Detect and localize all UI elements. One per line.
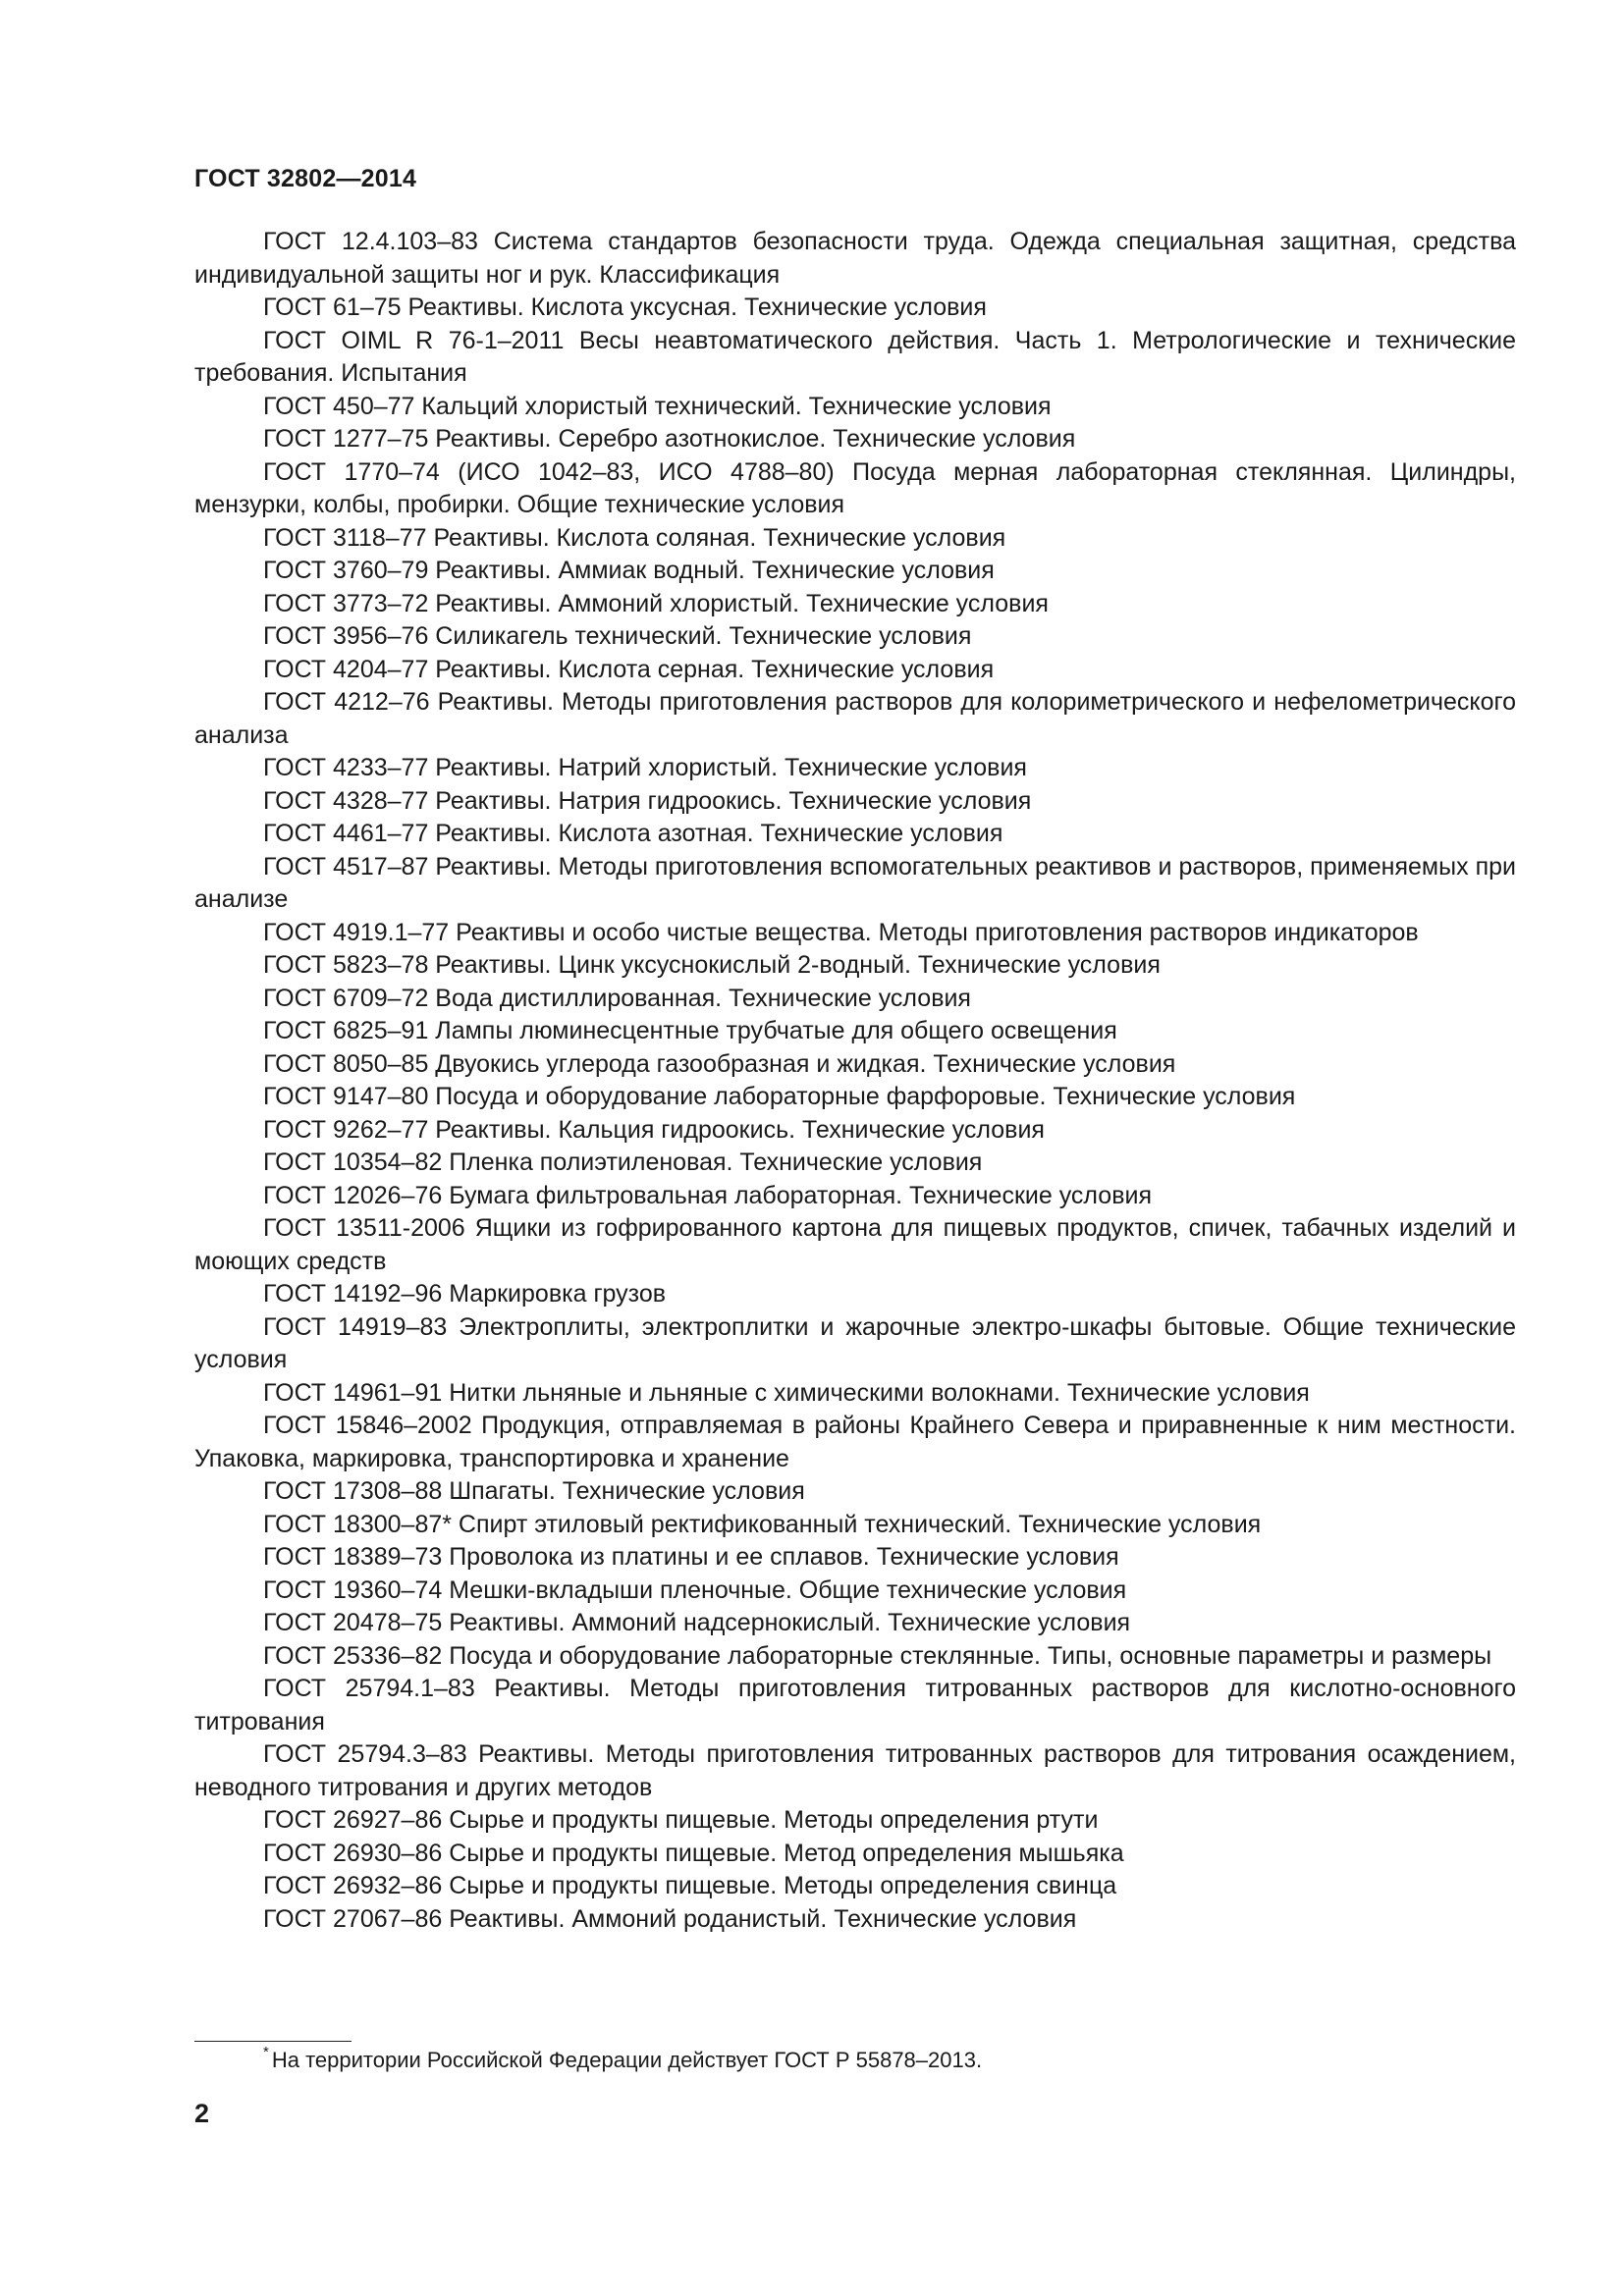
reference-item: ГОСТ 9262–77 Реактивы. Кальция гидроокись. Технические условия [263,1115,1045,1144]
reference-item: ГОСТ 26930–86 Сырье и продукты пищевые. Метод определения мышьяка [263,1839,1124,1867]
reference-item: ГОСТ 27067–86 Реактивы. Аммоний роданистый. Технические условия [263,1904,1077,1933]
reference-item: ГОСТ 26932–86 Сырье и продукты пищевые. Методы определения свинца [263,1872,1117,1899]
reference-item: ГОСТ 4328–77 Реактивы. Натрия гидроокись. Технические условия [263,786,1032,815]
reference-item: ГОСТ 4212–76 Реактивы. Методы приготовления растворов для колориметрического и нефелометрического анализа [194,688,1516,749]
reference-item: ГОСТ 4204–77 Реактивы. Кислота серная. Технические условия [263,655,995,683]
reference-item: ГОСТ 10354–82 Пленка полиэтиленовая. Технические условия [263,1148,983,1176]
footnote-text: На территории Российской Федерации действует ГОСТ Р 55878–2013. [271,2048,983,2072]
reference-item: ГОСТ 6825–91 Лампы люминесцентные трубчатые для общего освещения [263,1017,1117,1044]
reference-item: ГОСТ 15846–2002 Продукция, отправляемая в районы Крайнего Севера и приравненные к ним местности. Упаковка, маркировка, транспортировка и хранение [194,1412,1516,1472]
reference-item: ГОСТ 13511-2006 Ящики из гофрированного картона для пищевых продуктов, спичек, табачных изделий и моющих средств [194,1214,1516,1275]
reference-item: ГОСТ 18300–87* Спирт этиловый ректификованный технический. Технические условия [263,1510,1262,1538]
reference-item: ГОСТ 450–77 Кальций хлористый технический. Технические условия [263,392,1052,420]
reference-item: ГОСТ 1770–74 (ИСО 1042–83, ИСО 4788–80) Посуда мерная лабораторная стеклянная. Цилиндры, мензурки, колбы, пробирки. Общие технические условия [194,457,1516,518]
reference-item: ГОСТ 12026–76 Бумага фильтровальная лабораторная. Технические условия [263,1181,1152,1209]
reference-item: ГОСТ 5823–78 Реактивы. Цинк уксуснокислый 2-водный. Технические условия [263,951,1161,979]
reference-item: ГОСТ 25336–82 Посуда и оборудование лабораторные стеклянные. Типы, основные параметры и размеры [263,1641,1492,1670]
reference-item: ГОСТ 4517–87 Реактивы. Методы приготовления вспомогательных реактивов и растворов, применяемых при анализе [194,852,1516,913]
footnote [263,2046,982,2078]
reference-item: ГОСТ 6709–72 Вода дистиллированная. Технические условия [263,984,971,1012]
reference-item: ГОСТ 18389–73 Проволока из платины и ее сплавов. Технические условия [263,1543,1119,1571]
reference-item: ГОСТ 3956–76 Силикагель технический. Технические условия [263,622,972,650]
reference-item: ГОСТ 1277–75 Реактивы. Серебро азотнокислое. Технические условия [263,425,1076,453]
page-number: 2 [194,2099,210,2128]
reference-item: ГОСТ 4233–77 Реактивы. Натрий хлористый. Технические условия [263,754,1027,781]
reference-item: ГОСТ 19360–74 Мешки-вкладыши пленочные. Общие технические условия [263,1575,1127,1604]
reference-item: ГОСТ 25794.3–83 Реактивы. Методы приготовления титрованных растворов для титрования осаждением, неводного титрования и других методов [194,1740,1516,1801]
document-header: ГОСТ 32802—2014 [194,165,417,192]
reference-item: ГОСТ 14961–91 Нитки льняные и льняные с химическими волокнами. Технические условия [263,1378,1310,1407]
reference-item: ГОСТ 12.4.103–83 Система стандартов безопасности труда. Одежда специальная защитная, средства индивидуальной защиты ног и рук. Классификация [194,228,1516,289]
reference-item: ГОСТ 4461–77 Реактивы. Кислота азотная. Технические условия [263,820,1003,847]
reference-item: ГОСТ 25794.1–83 Реактивы. Методы приготовления титрованных растворов для кислотно-основного титрования [194,1675,1516,1735]
normative-references-list [194,226,1516,1936]
reference-item: ГОСТ 3118–77 Реактивы. Кислота соляная. Технические условия [263,523,1006,552]
reference-item: ГОСТ 61–75 Реактивы. Кислота уксусная. Технические условия [263,294,987,321]
reference-item: ГОСТ 3773–72 Реактивы. Аммоний хлористый. Технические условия [263,589,1049,617]
reference-item: ГОСТ 9147–80 Посуда и оборудование лабораторные фарфоровые. Технические условия [263,1083,1296,1110]
reference-item: ГОСТ 17308–88 Шпагаты. Технические условия [263,1477,805,1505]
footnote-mark: * [263,2044,269,2060]
reference-item: ГОСТ 14919–83 Электроплиты, электроплитки и жарочные электро-шкафы бытовые. Общие технические условия [194,1312,1516,1373]
reference-item: ГОСТ 26927–86 Сырье и продукты пищевые. Методы определения ртути [263,1806,1099,1834]
reference-item: ГОСТ 3760–79 Реактивы. Аммиак водный. Технические условия [263,557,995,584]
footnote-divider [194,2041,352,2042]
reference-item: ГОСТ 4919.1–77 Реактивы и особо чистые вещества. Методы приготовления растворов индикаторов [263,918,1419,946]
reference-item: ГОСТ 14192–96 Маркировка грузов [263,1280,667,1308]
reference-item: ГОСТ 20478–75 Реактивы. Аммоний надсернокислый. Технические условия [263,1609,1131,1636]
reference-item: ГОСТ OIML R 76-1–2011 Весы неавтоматического действия. Часть 1. Метрологические и технические требования. Испытания [194,326,1516,387]
reference-item: ГОСТ 8050–85 Двуокись углерода газообразная и жидкая. Технические условия [263,1049,1176,1078]
